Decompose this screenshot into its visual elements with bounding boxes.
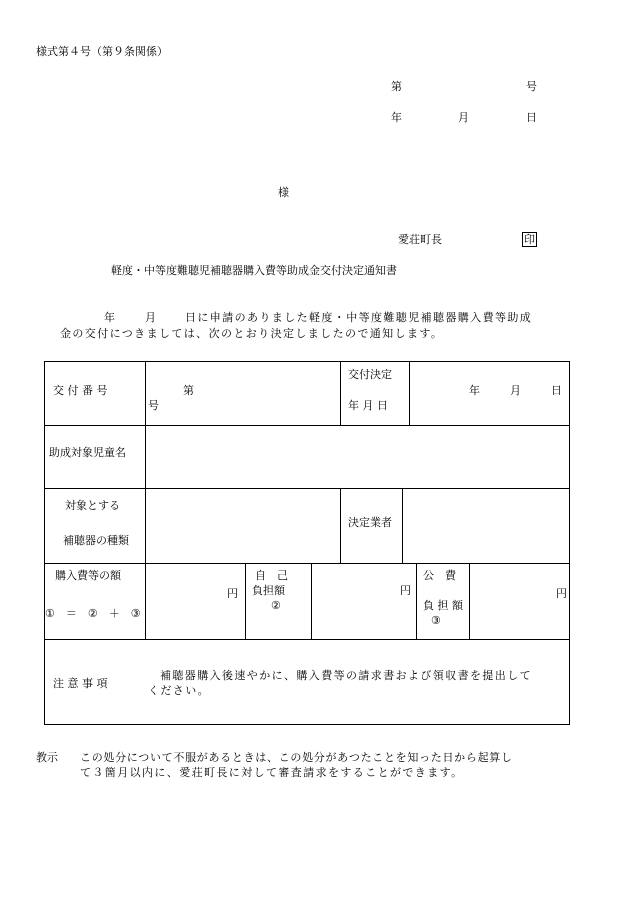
instruction-line-1: この処分について不服があるときは、この処分があつたことを知った日から起算し	[80, 751, 513, 764]
purchase-cost-label-1: 購入費等の額	[55, 569, 121, 582]
child-name-label: 助成対象児童名	[49, 446, 126, 459]
seal-icon: 印	[524, 233, 535, 246]
decision-date-label-2: 年 月 日	[348, 399, 388, 412]
recipient-honorific: 様	[278, 186, 289, 199]
grant-number-prefix: 第	[183, 384, 194, 397]
form-number: 様式第４号（第９条関係）	[36, 45, 168, 58]
decision-date-year: 年	[469, 384, 480, 397]
doc-date-month: 月	[458, 111, 469, 124]
purchase-cost-label-2: ① ＝ ② ＋ ③	[45, 607, 141, 620]
doc-number-prefix: 第	[391, 80, 402, 93]
purchase-cost-yen: 円	[227, 587, 238, 600]
body-line-2: 金の交付につきましては、次のとおり決定しましたので通知します。	[60, 327, 444, 340]
doc-date-day: 日	[526, 111, 537, 124]
hearing-aid-type-label-1: 対象とする	[65, 499, 120, 512]
doc-date-year: 年	[391, 111, 402, 124]
document-title: 軽度・中等度難聴児補聴器購入費等助成金交付決定通知書	[111, 264, 397, 277]
public-pay-label-2: 負 担 額	[423, 599, 463, 612]
body-line-1: 日に申請のありました軽度・中等度難聴児補聴器購入費等助成	[185, 311, 533, 324]
decision-table	[44, 361, 570, 725]
self-pay-label-3: ②	[271, 599, 281, 612]
grant-number-suffix: 号	[148, 399, 159, 412]
public-pay-label-3: ③	[431, 614, 441, 627]
self-pay-label-1: 自 己	[255, 569, 288, 582]
body-year: 年	[104, 311, 115, 324]
notes-label: 注 意 事 項	[53, 677, 108, 690]
decision-date-day: 日	[551, 384, 562, 397]
hearing-aid-type-label-2: 補聴器の種類	[63, 534, 129, 547]
grant-number-label: 交 付 番 号	[53, 384, 108, 397]
self-pay-label-2: 負担額	[252, 584, 285, 597]
instruction-line-2: て３箇月以内に、愛荘町長に対して審査請求をすることができます。	[80, 766, 464, 779]
instruction-label: 教示	[36, 751, 58, 764]
issuer-title: 愛荘町長	[398, 233, 442, 246]
vendor-label: 決定業者	[348, 516, 392, 529]
decision-date-label-1: 交付決定	[348, 368, 392, 381]
notes-text-2: ください。	[148, 684, 210, 697]
doc-number-suffix: 号	[526, 80, 537, 93]
decision-date-month: 月	[510, 384, 521, 397]
body-month: 月	[145, 311, 156, 324]
public-pay-label-1: 公 費	[423, 569, 456, 582]
self-pay-yen: 円	[400, 584, 411, 597]
public-pay-yen: 円	[556, 587, 567, 600]
notes-text-1: 補聴器購入後速やかに、購入費等の請求書および領収書を提出して	[160, 669, 532, 682]
